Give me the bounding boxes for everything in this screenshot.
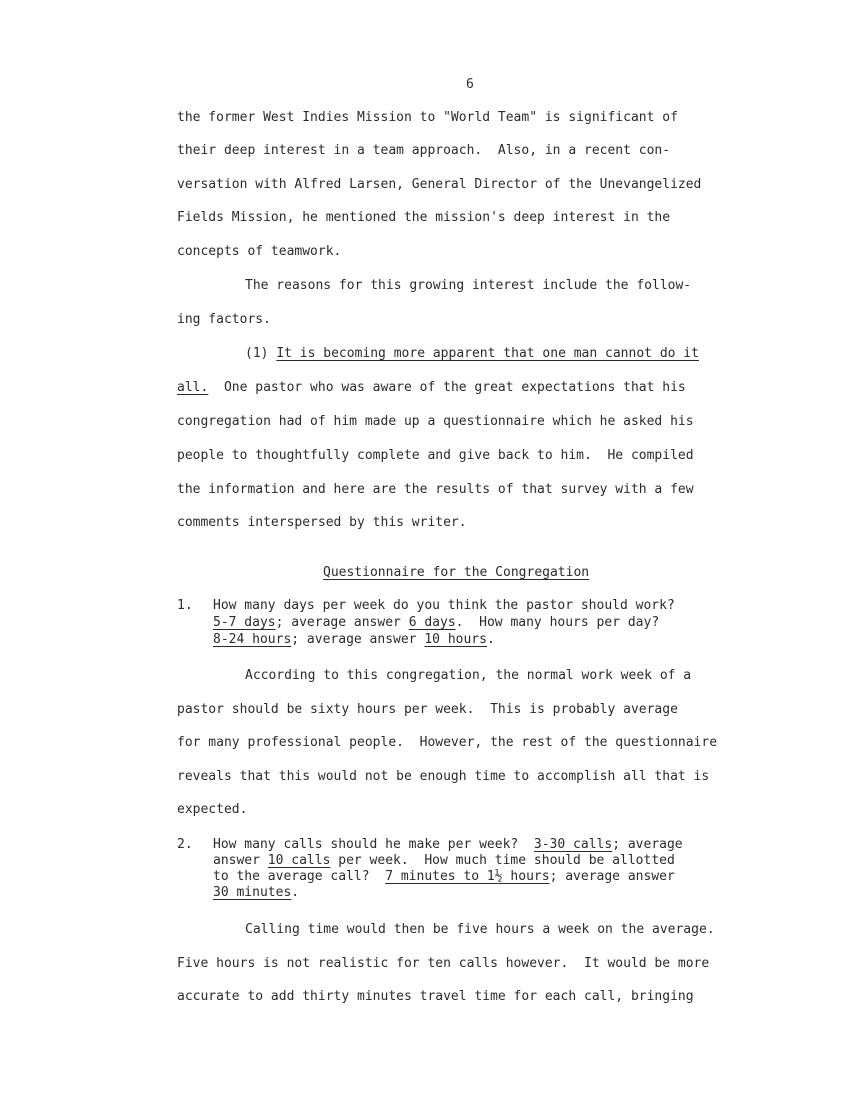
underlined-text: 30 minutes	[213, 885, 292, 900]
text-line: reveals that this would not be enough time to accomplish all that is	[177, 769, 710, 784]
question-number: 1.	[177, 598, 193, 613]
questionnaire-title-text: Questionnaire for the Congregation	[323, 565, 590, 580]
text-line: the information and here are the results of that survey with a few	[177, 482, 694, 497]
text-span: ; average	[612, 837, 683, 852]
text-span: .	[486, 632, 495, 647]
text-span: How many calls should he make per week?	[213, 837, 534, 852]
text-line: pastor should be sixty hours per week. This is probably average	[177, 702, 678, 717]
question-line	[213, 632, 495, 648]
underlined-text: 10 hours	[424, 632, 487, 647]
question-line	[213, 885, 299, 901]
underlined-text: It is becoming more apparent that one man cannot do it	[276, 346, 699, 361]
underlined-text: 3-30 calls	[533, 837, 613, 852]
text-line: comments interspersed by this writer.	[177, 515, 467, 530]
underlined-text: 10 calls	[267, 853, 331, 868]
text-line: Fields Mission, he mentioned the mission's deep interest in the	[177, 210, 671, 225]
question-line	[213, 853, 675, 869]
text-line: congregation had of him made up a questionnaire which he asked his	[177, 414, 694, 429]
text-line: for many professional people. However, the rest of the questionnaire	[177, 735, 718, 750]
text-line	[245, 346, 699, 362]
text-span: answer	[213, 853, 268, 868]
question-line	[213, 615, 659, 631]
text-line: the former West Indies Mission to "World Team" is significant of	[177, 110, 678, 125]
underlined-text: 5-7 days	[213, 615, 276, 630]
page-number: 6	[466, 77, 474, 92]
text-span: (1)	[245, 346, 277, 361]
underlined-text: 7 minutes to 1½ hours	[385, 869, 550, 884]
underlined-text: 6 days	[408, 615, 456, 630]
question-line	[213, 837, 683, 853]
text-line: people to thoughtfully complete and give back to him. He compiled	[177, 448, 694, 463]
text-span: . How many hours per day?	[455, 615, 660, 630]
text-span: per week. How much time should be allotted	[330, 853, 675, 868]
text-line: Calling time would then be five hours a week on the average.	[245, 922, 715, 937]
question-line: How many days per week do you think the pastor should work?	[213, 598, 675, 613]
text-line: The reasons for this growing interest include the follow-	[245, 278, 692, 293]
text-line: versation with Alfred Larsen, General Director of the Unevangelized	[177, 177, 702, 192]
text-span: One pastor who was aware of the great expectations that his	[208, 380, 686, 395]
question-line	[213, 869, 675, 885]
text-span: ; average answer	[549, 869, 675, 884]
text-span: .	[291, 885, 300, 900]
text-line: their deep interest in a team approach. Also, in a recent con-	[177, 143, 671, 158]
question-number: 2.	[177, 837, 193, 852]
questionnaire-title	[323, 565, 589, 581]
underlined-text: 8-24 hours	[213, 632, 292, 647]
underlined-text: all.	[177, 380, 209, 395]
text-line: expected.	[177, 802, 248, 817]
text-span: ; average answer	[275, 615, 409, 630]
text-line: ing factors.	[177, 312, 271, 327]
text-line: concepts of teamwork.	[177, 244, 342, 259]
text-line	[177, 380, 686, 396]
text-span: to the average call?	[213, 869, 386, 884]
text-line: accurate to add thirty minutes travel time for each call, bringing	[177, 989, 694, 1004]
text-line: Five hours is not realistic for ten calls however. It would be more	[177, 956, 710, 971]
text-span: ; average answer	[291, 632, 425, 647]
text-line: According to this congregation, the normal work week of a	[245, 668, 692, 683]
